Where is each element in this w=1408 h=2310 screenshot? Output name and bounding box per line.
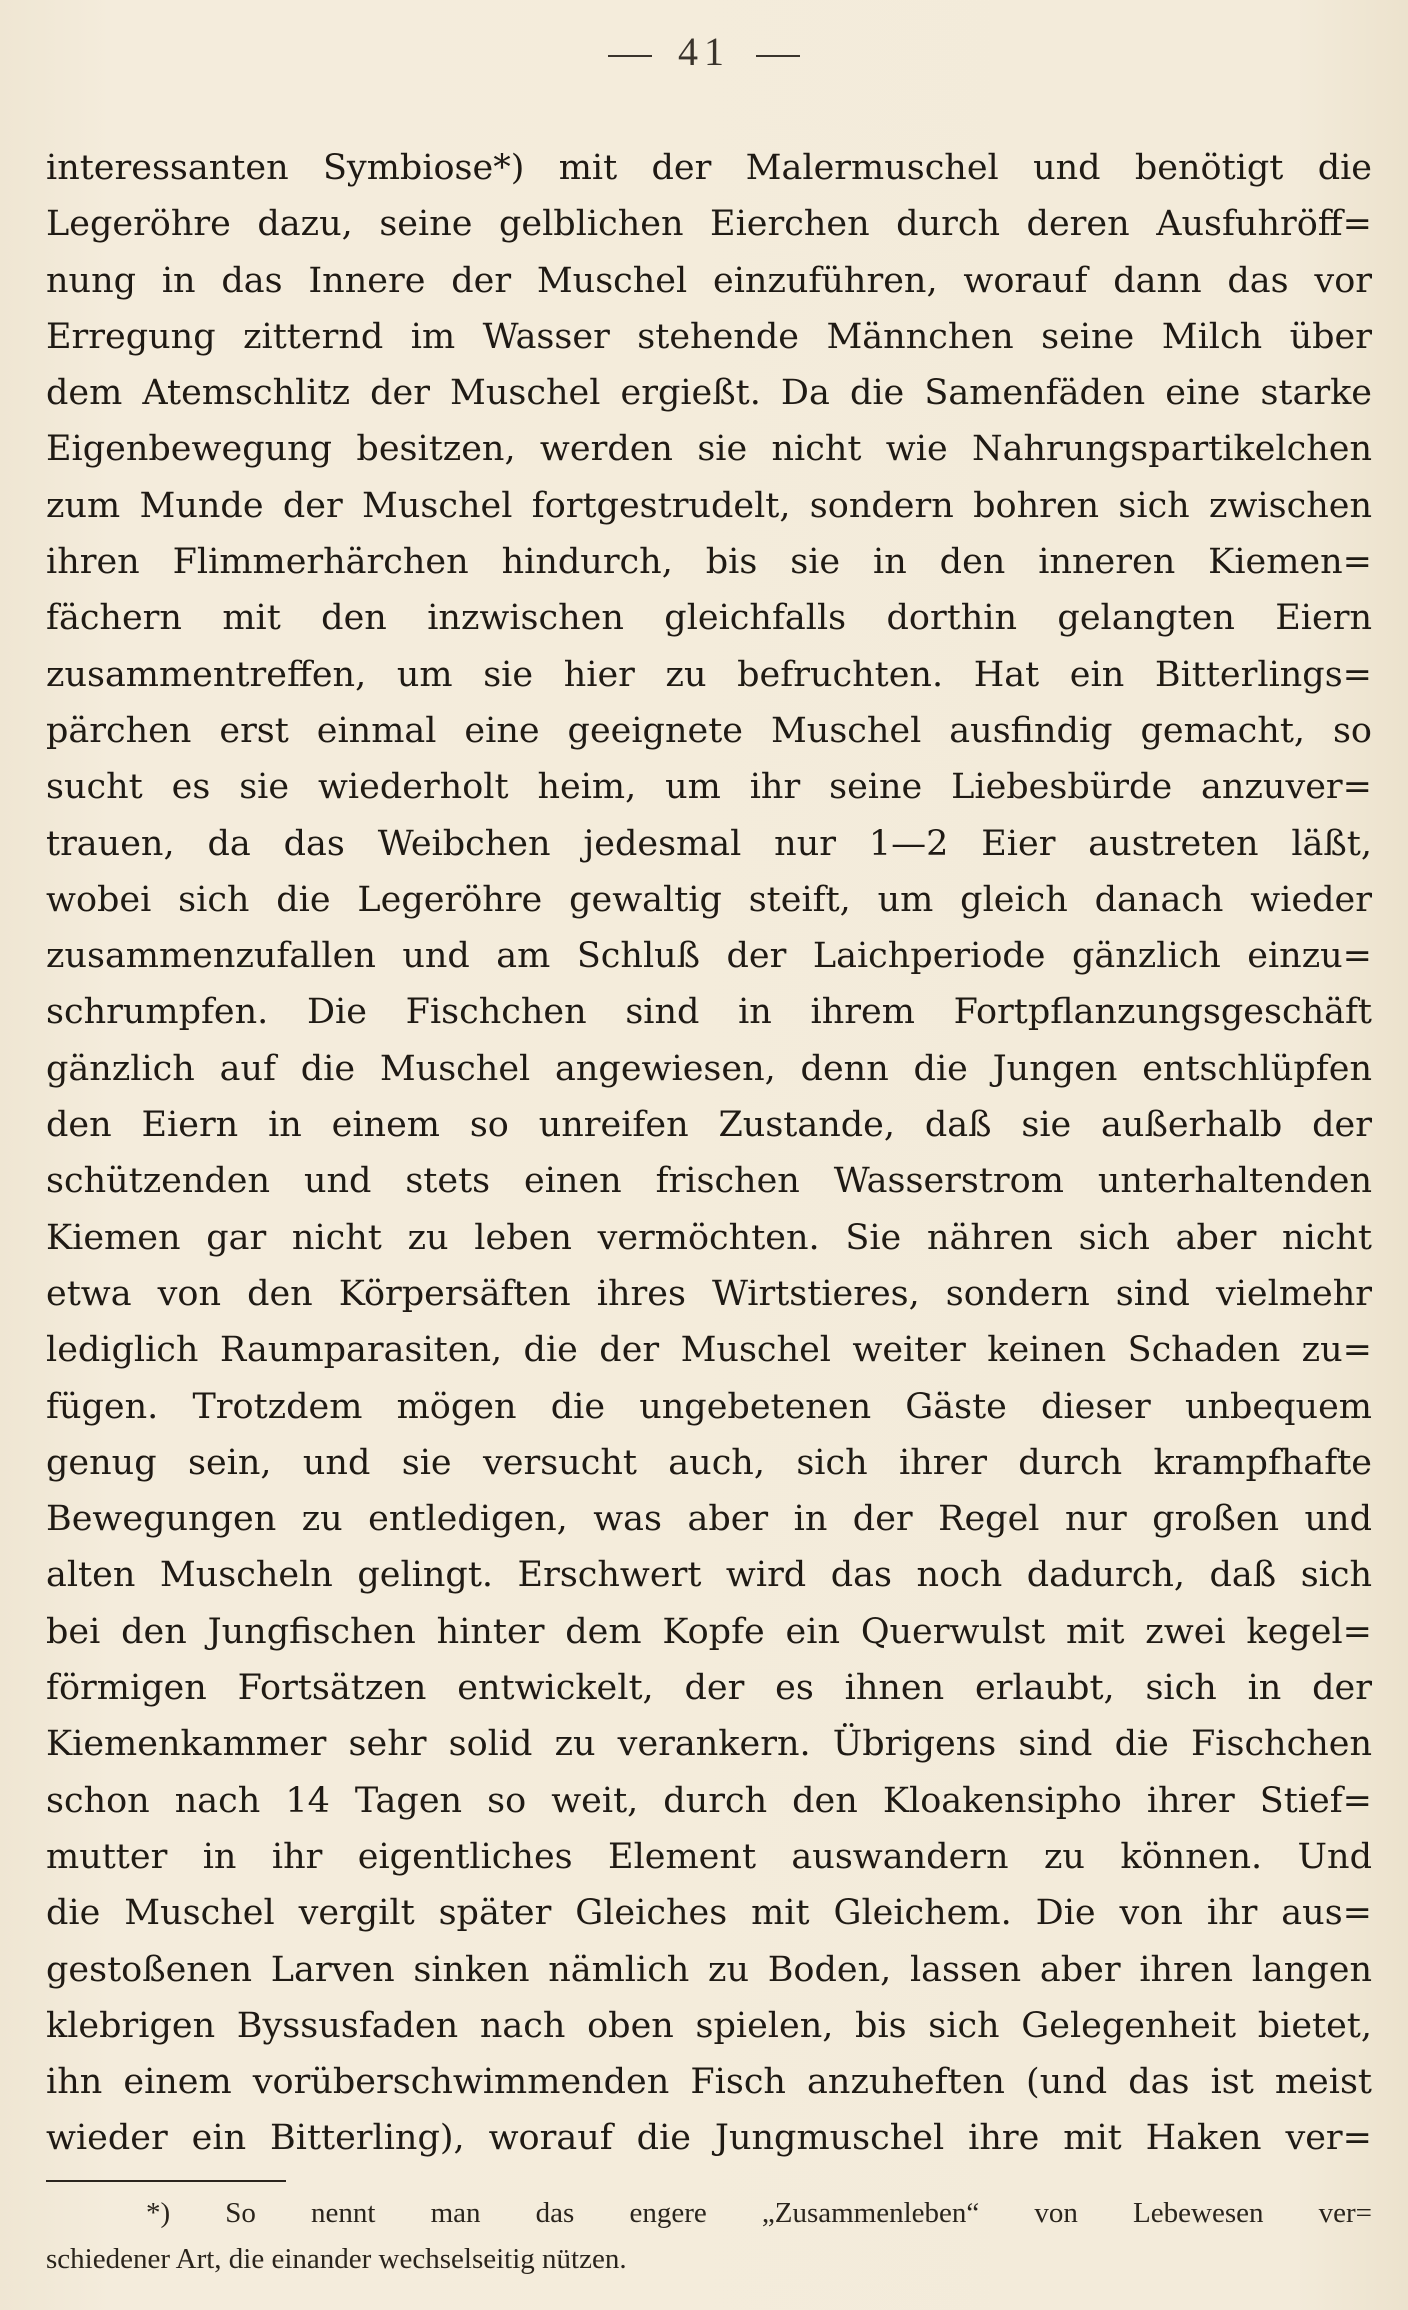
text-line: schon nach 14 Tagen so weit, durch den Kloakensipho ihrer Stief= xyxy=(46,1780,1372,1821)
text-line: gänzlich auf die Muschel angewiesen, denn die Jungen entschlüpfen xyxy=(46,1048,1372,1089)
text-line: ihren Flimmerhärchen hindurch, bis sie in den inneren Kiemen= xyxy=(46,542,1372,583)
footnote xyxy=(46,2190,1372,2282)
text-line: zusammentreffen, um sie hier zu befruchten. Hat ein Bitterlings= xyxy=(46,654,1372,695)
text-line: Bewegungen zu entledigen, was aber in der Regel nur großen und xyxy=(46,1499,1372,1540)
text-line: förmigen Fortsätzen entwickelt, der es ihnen erlaubt, sich in der xyxy=(46,1668,1372,1709)
page-number: 41 xyxy=(678,29,730,74)
page-number-header xyxy=(0,28,1408,75)
text-line: interessanten Symbiose*) mit der Malermuschel und benötigt die xyxy=(46,148,1372,188)
text-line: Kiemenkammer sehr solid zu verankern. Übrigens sind die Fischchen xyxy=(46,1724,1372,1765)
text-line: alten Muscheln gelingt. Erschwert wird das noch dadurch, daß sich xyxy=(46,1555,1372,1596)
left-dash xyxy=(608,55,652,57)
text-line: bei den Jungfischen hinter dem Kopfe ein Querwulst mit zwei kegel= xyxy=(46,1611,1372,1652)
text-line: pärchen erst einmal eine geeignete Muschel ausfindig gemacht, so xyxy=(46,710,1372,751)
text-line: schrumpfen. Die Fischchen sind in ihrem Fortpflanzungsgeschäft xyxy=(46,992,1372,1033)
text-line: wobei sich die Legeröhre gewaltig steift, um gleich danach wieder xyxy=(46,879,1372,920)
text-line: zum Munde der Muschel fortgestrudelt, sondern bohren sich zwischen xyxy=(46,485,1372,526)
text-line: dem Atemschlitz der Muschel ergießt. Da die Samenfäden eine starke xyxy=(46,373,1372,414)
text-line: schützenden und stets einen frischen Wasserstrom unterhaltenden xyxy=(46,1161,1372,1202)
text-line: wieder ein Bitterling), worauf die Jungmuschel ihre mit Haken ver= xyxy=(46,2118,1372,2159)
footnote-divider xyxy=(46,2180,286,2182)
text-line: den Eiern in einem so unreifen Zustande, daß sie außerhalb der xyxy=(46,1105,1372,1146)
text-line: trauen, da das Weibchen jedesmal nur 1—2 Eier austreten läßt, xyxy=(46,823,1372,864)
text-line: die Muschel vergilt später Gleiches mit Gleichem. Die von ihr aus= xyxy=(46,1893,1372,1934)
text-line: Kiemen gar nicht zu leben vermöchten. Sie nähren sich aber nicht xyxy=(46,1217,1372,1258)
footnote-line: *) So nennt man das engere „Zusammenleben“ von Lebewesen ver= xyxy=(146,2197,1372,2229)
text-line: gestoßenen Larven sinken nämlich zu Boden, lassen aber ihren langen xyxy=(46,1949,1372,1990)
text-line: fächern mit den inzwischen gleichfalls dorthin gelangten Eiern xyxy=(46,598,1372,639)
text-line: lediglich Raumparasiten, die der Muschel weiter keinen Schaden zu= xyxy=(46,1330,1372,1371)
footnote-line: schiedener Art, die einander wechselseitig nützen. xyxy=(46,2243,627,2275)
text-line: sucht es sie wiederholt heim, um ihr seine Liebesbürde anzuver= xyxy=(46,767,1372,808)
body-text xyxy=(46,140,1372,2167)
text-line: zusammenzufallen und am Schluß der Laichperiode gänzlich einzu= xyxy=(46,936,1372,977)
text-line: etwa von den Körpersäften ihres Wirtstieres, sondern sind vielmehr xyxy=(46,1273,1372,1314)
text-line: Eigenbewegung besitzen, werden sie nicht wie Nahrungspartikelchen xyxy=(46,429,1372,470)
text-line: mutter in ihr eigentliches Element auswandern zu können. Und xyxy=(46,1836,1372,1877)
text-line: nung in das Innere der Muschel einzuführen, worauf dann das vor xyxy=(46,260,1372,301)
text-line: Erregung zitternd im Wasser stehende Männchen seine Milch über xyxy=(46,316,1372,357)
right-dash xyxy=(756,55,800,57)
text-line: fügen. Trotzdem mögen die ungebetenen Gäste dieser unbequem xyxy=(46,1386,1372,1427)
text-line: ihn einem vorüberschwimmenden Fisch anzuheften (und das ist meist xyxy=(46,2062,1372,2103)
text-line: Legeröhre dazu, seine gelblichen Eierchen durch deren Ausfuhröff= xyxy=(46,204,1372,245)
text-line: genug sein, und sie versucht auch, sich ihrer durch krampfhafte xyxy=(46,1442,1372,1483)
text-line: klebrigen Byssusfaden nach oben spielen, bis sich Gelegenheit bietet, xyxy=(46,2005,1372,2046)
